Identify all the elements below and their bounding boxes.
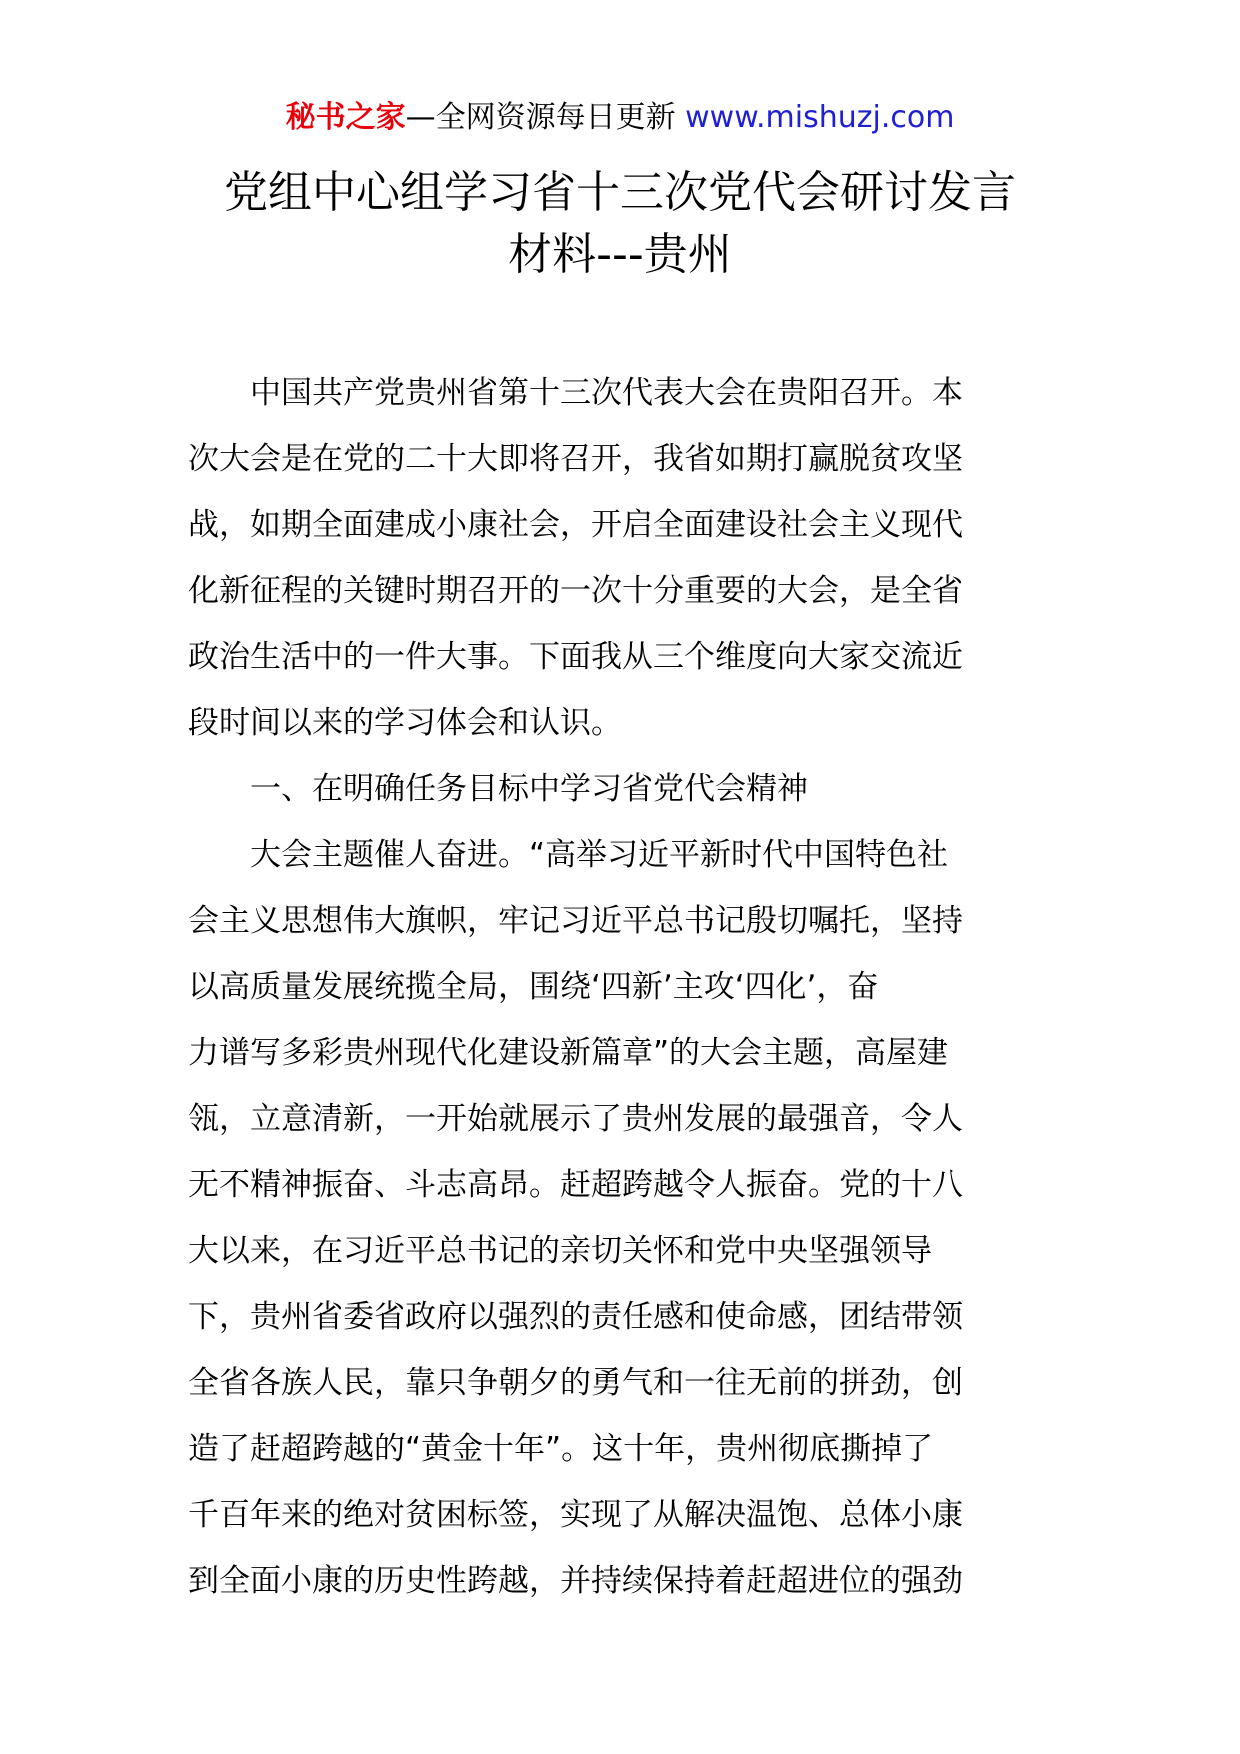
body-line: 以高质量发展统揽全局，围绕‘四新’主攻‘四化’，奋 (188, 969, 879, 1005)
body-line: 下，贵州省委省政府以强烈的责任感和使命感，团结带领 (188, 1299, 963, 1335)
body-line: 政治生活中的一件大事。下面我从三个维度向大家交流近 (188, 639, 963, 675)
body-line: 瓴，立意清新，一开始就展示了贵州发展的最强音，令人 (188, 1101, 963, 1137)
body-line: 中国共产党贵州省第十三次代表大会在贵阳召开。本 (188, 375, 963, 411)
body-line: 造了赶超跨越的“黄金十年”。这十年，贵州彻底撕掉了 (188, 1431, 934, 1467)
body-line: 无不精神振奋、斗志高昂。赶超跨越令人振奋。党的十八 (188, 1167, 963, 1203)
section-heading: 一、在明确任务目标中学习省党代会精神 (188, 771, 808, 807)
body-line: 力谱写多彩贵州现代化建设新篇章”的大会主题，高屋建 (188, 1035, 949, 1071)
body-line: 大以来，在习近平总书记的亲切关怀和党中央坚强领导 (188, 1233, 932, 1269)
site-url-link[interactable]: www.mishuzj.com (685, 100, 955, 135)
brand-name: 秘书之家 (285, 100, 406, 135)
title-line-2: 材料---贵州 (508, 229, 732, 280)
body-line: 千百年来的绝对贫困标签，实现了从解决温饱、总体小康 (188, 1497, 963, 1533)
body-line: 全省各族人民，靠只争朝夕的勇气和一往无前的拼劲，创 (188, 1365, 963, 1401)
title-line-1: 党组中心组学习省十三次党代会研讨发言 (224, 167, 1016, 218)
body-line: 大会主题催人奋进。“高举习近平新时代中国特色社 (188, 837, 949, 873)
document-body (188, 360, 1054, 1614)
body-line: 段时间以来的学习体会和认识。 (188, 705, 622, 741)
body-line: 会主义思想伟大旗帜，牢记习近平总书记殷切嘱托，坚持 (188, 903, 963, 939)
body-line: 战，如期全面建成小康社会，开启全面建设社会主义现代 (188, 507, 963, 543)
header-slogan: —全网资源每日更新 (405, 100, 686, 135)
body-line: 到全面小康的历史性跨越，并持续保持着赶超进位的强劲 (188, 1563, 963, 1599)
body-line: 化新征程的关键时期召开的一次十分重要的大会，是全省 (188, 573, 963, 609)
site-header (0, 98, 1240, 138)
document-title (150, 162, 1090, 286)
body-line: 次大会是在党的二十大即将召开，我省如期打赢脱贫攻坚 (188, 441, 963, 477)
